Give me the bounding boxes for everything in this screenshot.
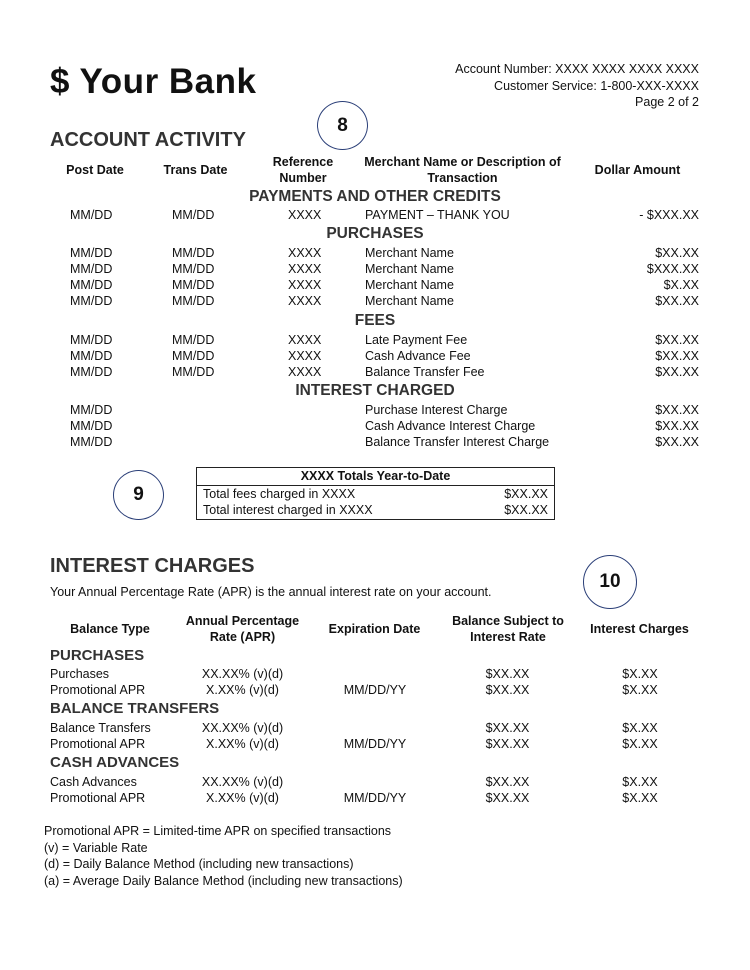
apr: X.XX% (v)(d) xyxy=(206,791,279,805)
amount: - $XXX.XX xyxy=(639,208,699,222)
activity-row xyxy=(0,207,750,223)
col-trans-date: Trans Date xyxy=(163,163,228,177)
reference-number: XXXX xyxy=(288,294,322,308)
bank-name: $ Your Bank xyxy=(50,62,257,101)
payments-subheading: PAYMENTS AND OTHER CREDITS xyxy=(249,188,501,205)
account-info xyxy=(455,61,699,111)
interest-row xyxy=(0,682,750,698)
activity-row xyxy=(0,293,750,309)
purchases-subheading: PURCHASES xyxy=(326,225,424,242)
balance-type: Promotional APR xyxy=(50,683,146,697)
activity-row xyxy=(0,277,750,293)
balance-type: Balance Transfers xyxy=(50,721,151,735)
amount: $XX.XX xyxy=(655,246,699,260)
group-purchases-title: PURCHASES xyxy=(50,647,145,664)
interest-charge: $X.XX xyxy=(622,667,658,681)
col-interest-charges: Interest Charges xyxy=(590,622,689,636)
trans-date: MM/DD xyxy=(172,246,215,260)
col-apr xyxy=(175,613,310,645)
balance-type: Promotional APR xyxy=(50,791,146,805)
balance-subject: $XX.XX xyxy=(485,791,530,805)
legend-item: (v) = Variable Rate xyxy=(44,840,148,855)
trans-date: MM/DD xyxy=(172,365,215,379)
callout-8: 8 xyxy=(317,101,368,150)
interest-charge: $X.XX xyxy=(622,721,658,735)
amount: $XX.XX xyxy=(655,333,699,347)
balance-type: Purchases xyxy=(50,667,110,681)
col-reference-line2: Number xyxy=(279,171,327,185)
col-post-date: Post Date xyxy=(66,163,124,177)
expiration: MM/DD/YY xyxy=(343,791,407,805)
amount: $XX.XX xyxy=(655,294,699,308)
col-balance-subject-line2: Interest Rate xyxy=(470,630,546,644)
account-number: Account Number: XXXX XXXX XXXX XXXX xyxy=(455,62,699,76)
balance-subject: $XX.XX xyxy=(485,775,530,789)
activity-row xyxy=(0,434,750,450)
page-number: Page 2 of 2 xyxy=(635,95,699,109)
description: Merchant Name xyxy=(365,278,454,292)
post-date: MM/DD xyxy=(70,246,113,260)
interest-row xyxy=(0,720,750,736)
ytd-fees-label: Total fees charged in XXXX xyxy=(203,487,356,501)
apr: XX.XX% (v)(d) xyxy=(201,775,284,789)
reference-number: XXXX xyxy=(288,208,322,222)
amount: $XX.XX xyxy=(655,419,699,433)
activity-row xyxy=(0,402,750,418)
description: Cash Advance Interest Charge xyxy=(365,419,536,433)
activity-row xyxy=(0,245,750,261)
interest-row xyxy=(0,774,750,790)
customer-service: Customer Service: 1-800-XXX-XXXX xyxy=(494,78,699,93)
description: Late Payment Fee xyxy=(365,333,468,347)
reference-number: XXXX xyxy=(288,278,322,292)
description: PAYMENT – THANK YOU xyxy=(365,208,510,222)
description: Merchant Name xyxy=(365,294,454,308)
activity-row xyxy=(0,348,750,364)
post-date: MM/DD xyxy=(70,294,113,308)
balance-type: Promotional APR xyxy=(50,737,146,751)
amount: $X.XX xyxy=(663,278,699,292)
post-date: MM/DD xyxy=(70,435,113,449)
apr: XX.XX% (v)(d) xyxy=(201,667,284,681)
interest-charge: $X.XX xyxy=(622,791,658,805)
activity-row xyxy=(0,364,750,380)
trans-date: MM/DD xyxy=(172,262,215,276)
apr: XX.XX% (v)(d) xyxy=(201,721,284,735)
legend-item: (a) = Average Daily Balance Method (including new transactions) xyxy=(44,873,403,888)
post-date: MM/DD xyxy=(70,349,113,363)
col-dollar-amount: Dollar Amount xyxy=(594,163,681,177)
post-date: MM/DD xyxy=(70,278,113,292)
description: Balance Transfer Fee xyxy=(365,365,485,379)
interest-charged-subheading: INTEREST CHARGED xyxy=(295,382,455,399)
interest-charge: $X.XX xyxy=(622,683,658,697)
post-date: MM/DD xyxy=(70,208,113,222)
amount: $XX.XX xyxy=(655,403,699,417)
post-date: MM/DD xyxy=(70,403,113,417)
expiration: MM/DD/YY xyxy=(343,737,407,751)
reference-number: XXXX xyxy=(288,262,322,276)
interest-row xyxy=(0,736,750,752)
activity-row xyxy=(0,418,750,434)
apr: X.XX% (v)(d) xyxy=(206,683,279,697)
post-date: MM/DD xyxy=(70,419,113,433)
col-reference-line1: Reference xyxy=(272,155,334,169)
col-balance-subject xyxy=(443,613,573,645)
post-date: MM/DD xyxy=(70,333,113,347)
col-reference xyxy=(258,154,348,186)
balance-subject: $XX.XX xyxy=(485,683,530,697)
reference-number: XXXX xyxy=(288,333,322,347)
callout-9: 9 xyxy=(113,470,164,520)
ytd-interest-value: $XX.XX xyxy=(504,503,548,517)
amount: $XXX.XX xyxy=(646,262,699,276)
balance-subject: $XX.XX xyxy=(485,667,530,681)
trans-date: MM/DD xyxy=(172,349,215,363)
fees-subheading: FEES xyxy=(354,312,396,329)
trans-date: MM/DD xyxy=(172,208,215,222)
reference-number: XXXX xyxy=(288,365,322,379)
balance-type: Cash Advances xyxy=(50,775,137,789)
expiration: MM/DD/YY xyxy=(343,683,407,697)
balance-subject: $XX.XX xyxy=(485,737,530,751)
ytd-totals-box xyxy=(196,467,555,520)
description: Purchase Interest Charge xyxy=(365,403,508,417)
callout-10: 10 xyxy=(583,555,637,609)
col-description-line2: Transaction xyxy=(427,171,498,185)
amount: $XX.XX xyxy=(655,365,699,379)
col-balance-subject-line1: Balance Subject to xyxy=(452,614,564,628)
apr-intro: Your Annual Percentage Rate (APR) is the annual interest rate on your account. xyxy=(50,585,492,599)
ytd-fees-row xyxy=(197,486,554,502)
apr: X.XX% (v)(d) xyxy=(206,737,279,751)
interest-charge: $X.XX xyxy=(622,737,658,751)
col-description-line1: Merchant Name or Description of xyxy=(364,155,561,169)
interest-row xyxy=(0,666,750,682)
col-apr-line2: Rate (APR) xyxy=(209,630,276,644)
interest-charges-title: INTEREST CHARGES xyxy=(50,555,255,577)
amount: $XX.XX xyxy=(655,349,699,363)
post-date: MM/DD xyxy=(70,262,113,276)
col-apr-line1: Annual Percentage xyxy=(185,614,300,628)
col-description xyxy=(360,154,565,186)
interest-row xyxy=(0,790,750,806)
description: Merchant Name xyxy=(365,246,454,260)
ytd-title: XXXX Totals Year-to-Date xyxy=(197,468,554,486)
description: Balance Transfer Interest Charge xyxy=(365,435,550,449)
trans-date: MM/DD xyxy=(172,294,215,308)
ytd-fees-value: $XX.XX xyxy=(504,487,548,501)
account-activity-title: ACCOUNT ACTIVITY xyxy=(50,129,246,151)
apr-legend xyxy=(44,823,403,889)
activity-row xyxy=(0,261,750,277)
amount: $XX.XX xyxy=(655,435,699,449)
reference-number: XXXX xyxy=(288,349,322,363)
trans-date: MM/DD xyxy=(172,333,215,347)
balance-subject: $XX.XX xyxy=(485,721,530,735)
description: Cash Advance Fee xyxy=(365,349,471,363)
description: Merchant Name xyxy=(365,262,454,276)
legend-item: (d) = Daily Balance Method (including new transactions) xyxy=(44,857,354,871)
reference-number: XXXX xyxy=(288,246,322,260)
col-balance-type: Balance Type xyxy=(70,622,150,636)
ytd-interest-row xyxy=(197,502,554,518)
post-date: MM/DD xyxy=(70,365,113,379)
group-cash-advances-title: CASH ADVANCES xyxy=(50,754,180,771)
activity-row xyxy=(0,332,750,348)
trans-date: MM/DD xyxy=(172,278,215,292)
col-expiration-date: Expiration Date xyxy=(328,622,421,636)
legend-item: Promotional APR = Limited-time APR on specified transactions xyxy=(44,824,392,838)
ytd-interest-label: Total interest charged in XXXX xyxy=(203,503,373,517)
group-balance-transfers-title: BALANCE TRANSFERS xyxy=(50,700,220,717)
interest-charge: $X.XX xyxy=(622,775,658,789)
